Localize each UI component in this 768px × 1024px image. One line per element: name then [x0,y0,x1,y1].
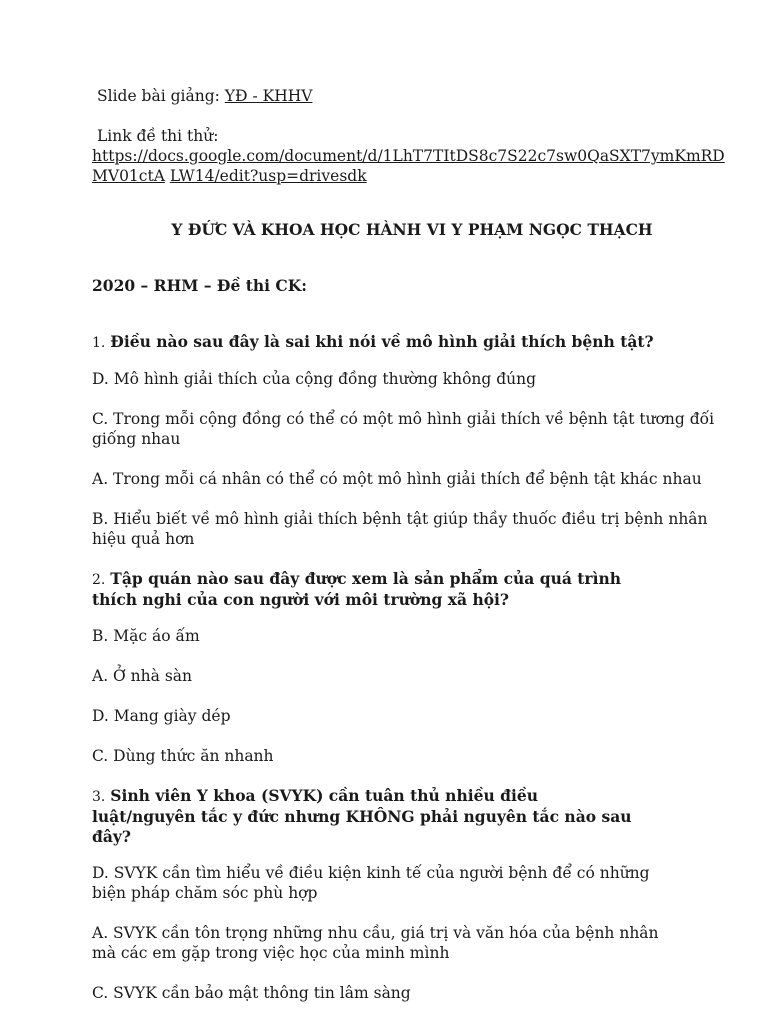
question-1 [92,332,732,353]
exam-subtitle: 2020 – RHM – Đề thi CK: [92,276,307,295]
question-2 [92,569,652,610]
question-3 [92,786,632,847]
question-number: 2. [92,572,106,588]
exam-link[interactable] [92,146,732,186]
exam-link-line1[interactable]: https://docs.google.com/document/d/1LhT7TItDS8c7S22c7sw0QaSXT7ymKmRD [92,147,725,165]
question-text: Điều nào sau đây là sai khi nói về mô hình giải thích bệnh tật? [110,332,654,351]
option: B. Hiểu biết về mô hình giải thích bệnh tật giúp thầy thuốc điều trị bệnh nhân hiệu quả hơn [92,510,708,548]
slide-line [97,86,732,106]
option: A. Trong mỗi cá nhân có thể có một mô hình giải thích để bệnh tật khác nhau [92,470,702,488]
option: D. SVYK cần tìm hiểu về điều kiện kinh tế của người bệnh để có những biện pháp chăm sóc phù hợp [92,864,650,902]
option: D. Mang giày dép [92,707,231,725]
question-number: 1. [92,335,106,351]
question-text: Sinh viên Y khoa (SVYK) cần tuân thủ nhiều điều luật/nguyên tắc y đức nhưng KHÔNG phải nguyên tắc nào sau đây? [92,786,632,846]
option: A. Ở nhà sàn [92,667,192,685]
option: B. Mặc áo ấm [92,627,200,645]
exam-link-line2b[interactable]: LW14/edit?usp=drivesdk [169,167,367,185]
link-label: Link đề thi thử: [97,127,219,145]
slide-label: Slide bài giảng: [97,87,225,105]
exam-link-line2a[interactable]: MV01ctA [92,167,165,185]
slide-link[interactable]: YĐ - KHHV [224,87,313,105]
option: C. SVYK cần bảo mật thông tin lâm sàng [92,984,411,1002]
option: D. Mô hình giải thích của cộng đồng thường không đúng [92,370,537,388]
option: C. Dùng thức ăn nhanh [92,747,274,765]
document-page [92,86,732,1003]
question-number: 3. [92,789,106,805]
document-title: Y ĐỨC VÀ KHOA HỌC HÀNH VI Y PHẠM NGỌC THẠCH [171,220,653,239]
question-text: Tập quán nào sau đây được xem là sản phẩm của quá trình thích nghi của con người với môi trường xã hội? [92,569,622,609]
option: A. SVYK cần tôn trọng những nhu cầu, giá trị và văn hóa của bệnh nhân mà các em gặp trong việc học của minh mình [92,924,659,962]
option: C. Trong mỗi cộng đồng có thể có một mô hình giải thích về bệnh tật tương đối giống nhau [92,410,715,448]
